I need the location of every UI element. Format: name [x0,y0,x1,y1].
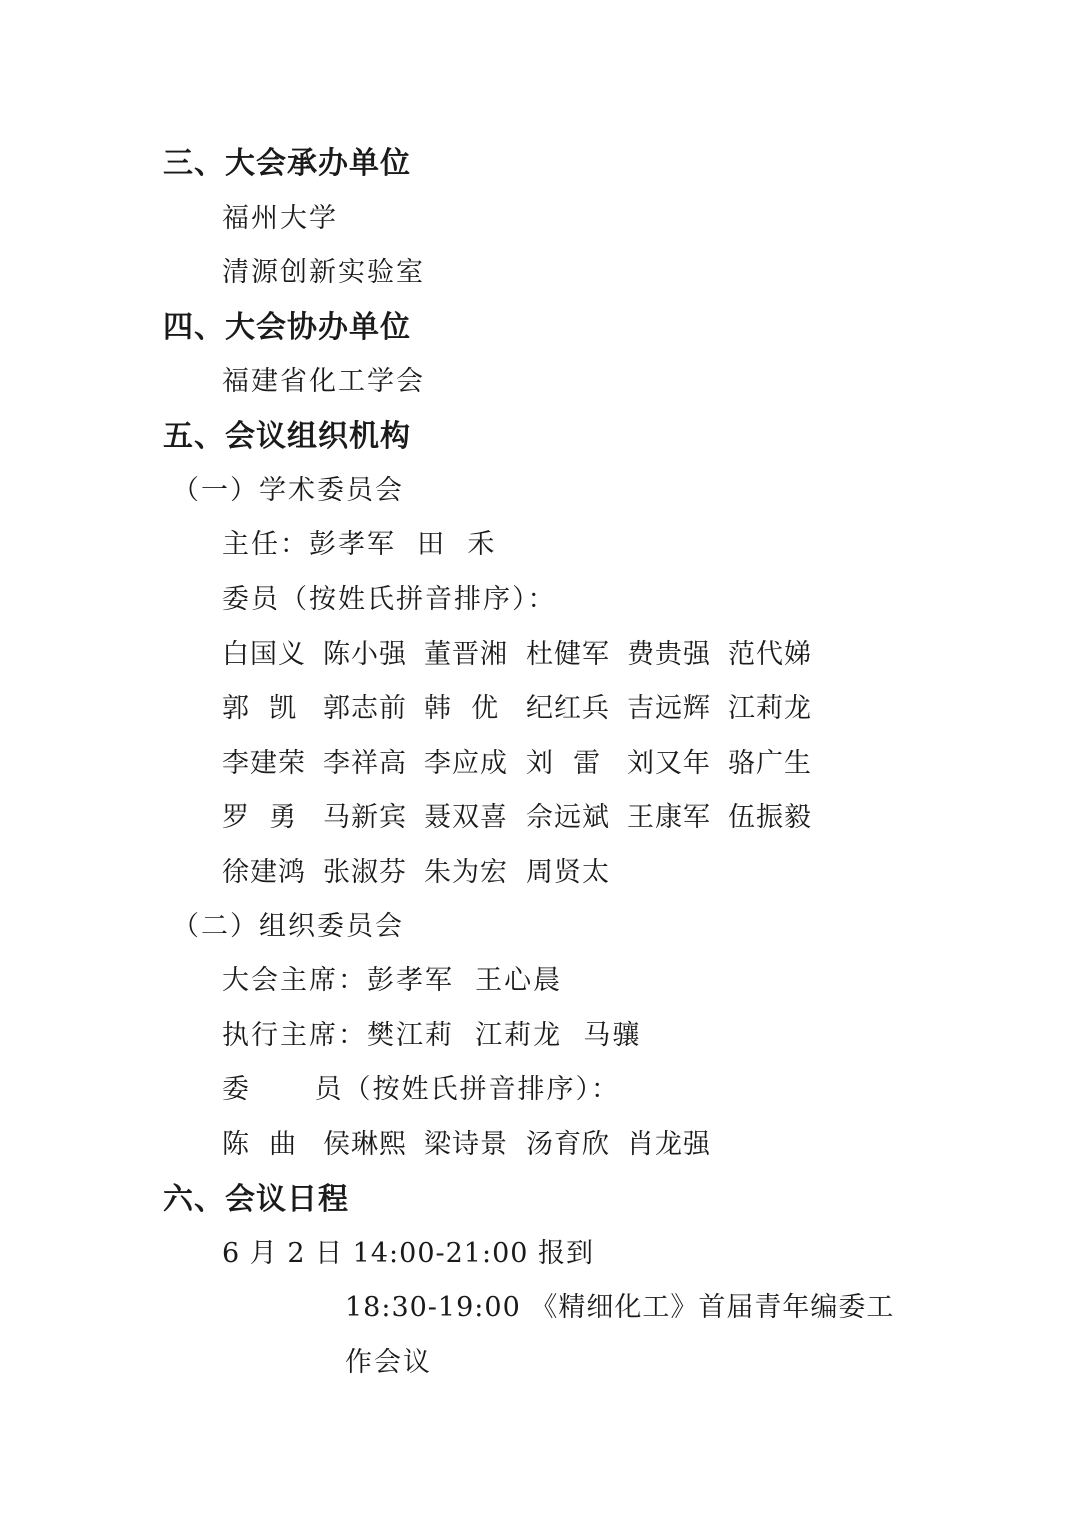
organizing-committee-title: （二）组织委员会 [172,911,404,942]
section-heading-host-units: 三、大会承办单位 [163,146,411,181]
member-name: 伍振毅 [728,802,812,833]
member-name: 郭志前 [323,693,407,724]
host-unit-item: 清源创新实验室 [222,257,425,288]
member-name: 朱为宏 [424,857,508,888]
member-name: 白国义 [222,639,306,670]
member-name: 杜健军 [526,639,610,670]
member-name: 李应成 [424,748,508,779]
co-host-unit-item: 福建省化工学会 [222,366,425,397]
member-name: 肖龙强 [627,1129,711,1160]
member-name: 梁诗景 [424,1129,508,1160]
section-heading-organization: 五、会议组织机构 [163,419,411,454]
member-name: 韩 优 [424,693,500,724]
member-name: 王康军 [627,802,711,833]
section-heading-schedule: 六、会议日程 [163,1182,349,1217]
member-name: 郭 凯 [222,693,298,724]
schedule-line: 6 月 2 日 14:00-21:00 报到 [222,1238,595,1269]
member-name: 侯琳熙 [323,1129,407,1160]
member-name: 汤育欣 [526,1129,610,1160]
member-name: 李建荣 [222,748,306,779]
member-name: 骆广生 [728,748,812,779]
schedule-line: 作会议 [345,1347,432,1378]
organizing-committee-members-label: 委 员（按姓氏拼音排序）： [222,1074,620,1105]
academic-committee-members-label: 委员（按姓氏拼音排序）： [222,584,557,615]
section-heading-co-host-units: 四、大会协办单位 [163,310,411,345]
member-name: 马新宾 [323,802,407,833]
member-name: 张淑芬 [323,857,407,888]
member-name: 范代娣 [728,639,812,670]
member-name: 江莉龙 [728,693,812,724]
member-name: 刘 雷 [526,748,602,779]
member-name: 纪红兵 [526,693,610,724]
conference-chair: 大会主席：彭孝军 王心晨 [222,965,563,996]
member-name: 佘远斌 [526,802,610,833]
member-name: 费贵强 [627,639,711,670]
member-name: 刘又年 [627,748,711,779]
member-name: 李祥高 [323,748,407,779]
member-name: 罗 勇 [222,802,298,833]
member-name: 聂双喜 [424,802,508,833]
member-name: 周贤太 [526,857,610,888]
member-name: 陈小强 [323,639,407,670]
member-name: 董晋湘 [424,639,508,670]
academic-committee-director: 主任：彭孝军 田 禾 [222,529,497,560]
member-name: 徐建鸿 [222,857,306,888]
member-name: 吉远辉 [627,693,711,724]
executive-chair: 执行主席：樊江莉 江莉龙 马骧 [222,1020,642,1051]
academic-committee-title: （一）学术委员会 [172,475,404,506]
member-name: 陈 曲 [222,1129,298,1160]
host-unit-item: 福州大学 [222,203,338,234]
schedule-line: 18:30-19:00 《精细化工》首届青年编委工 [345,1292,895,1323]
